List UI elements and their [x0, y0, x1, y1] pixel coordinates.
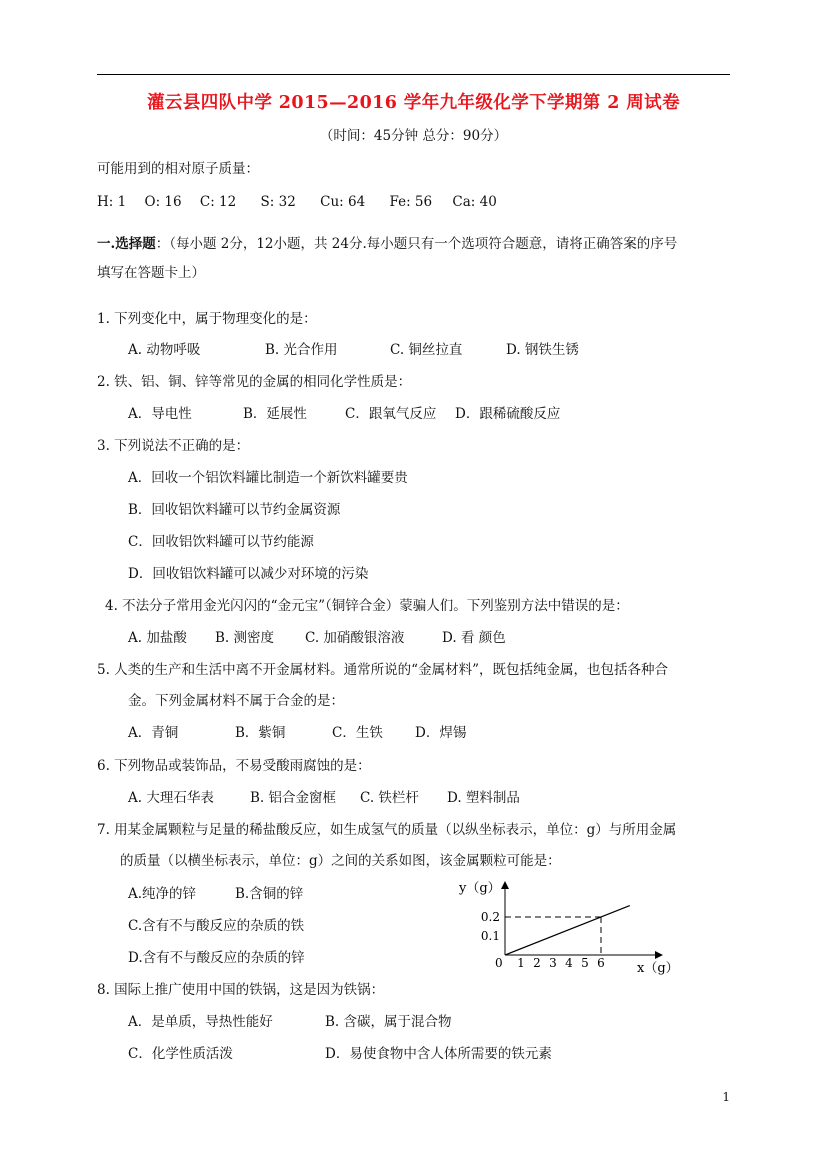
question-5-stem-line2: 金。下列金属材料不属于合金的是： — [128, 693, 344, 709]
graph-x-tick-6: 6 — [597, 956, 605, 970]
question-8-stem: 8. 国际上推广使用中国的铁锅，这是因为铁锅： — [97, 982, 385, 998]
question-1-option-a: A. 动物呼吸 — [128, 342, 201, 358]
question-8-option-c: C．化学性质活泼 — [128, 1046, 233, 1062]
question-2-option-a: A．导电性 — [128, 406, 192, 422]
question-4-option-c: C. 加硝酸银溶液 — [305, 630, 405, 646]
atomic-mass-cu: Cu: 64 — [320, 194, 366, 210]
atomic-mass-fe: Fe: 56 — [389, 194, 433, 210]
question-3-option-c: C．回收铝饮料罐可以节约能源 — [128, 534, 314, 550]
graph-x-arrow — [655, 951, 663, 959]
question-5-option-b: B．紫铜 — [235, 725, 286, 741]
graph-y-label: y（g） — [459, 881, 501, 896]
question-4-option-a: A. 加盐酸 — [128, 630, 187, 646]
question-7-option-d: D.含有不与酸反应的杂质的锌 — [128, 950, 305, 966]
question-7-stem-line1: 7. 用某金属颗粒与足量的稀盐酸反应，如生成氢气的质量（以纵坐标表示，单位：g）与所用金属 — [97, 822, 677, 838]
question-4-option-b: B. 测密度 — [215, 630, 275, 646]
graph-x-tick-2: 2 — [533, 956, 541, 970]
exam-subtitle: （时间：45分钟 总分：90分） — [319, 128, 508, 144]
question-1-option-b: B. 光合作用 — [265, 342, 338, 358]
question-2-stem: 2. 铁、铝、铜、锌等常见的金属的相同化学性质是： — [97, 374, 412, 390]
question-2-option-c: C．跟氧气反应 — [345, 406, 437, 422]
atomic-mass-c: C: 12 — [199, 194, 237, 210]
question-3-option-b: B．回收铝饮料罐可以节约金属资源 — [128, 502, 341, 518]
exam-title: 灌云县四队中学 2015—2016 学年九年级化学下学期第 2 周试卷 — [147, 93, 680, 113]
question-6-stem: 6. 下列物品或装饰品，不易受酸雨腐蚀的是： — [97, 758, 371, 774]
atomic-mass-o: O: 16 — [144, 194, 182, 210]
graph-y-arrow — [501, 881, 509, 889]
question-8-option-d: D．易使食物中含人体所需要的铁元素 — [325, 1046, 552, 1062]
atomic-mass-ca: Ca: 40 — [452, 194, 497, 210]
question-6-option-c: C. 铁栏杆 — [360, 790, 419, 806]
question-7-option-a: A.纯净的锌 — [128, 886, 197, 902]
question-7-stem-line2: 的质量（以横坐标表示，单位：g）之间的关系如图，该金属颗粒可能是： — [120, 853, 561, 869]
question-5-option-c: C．生铁 — [332, 725, 383, 741]
question-6-option-a: A. 大理石华表 — [128, 790, 214, 806]
question-8-option-b: B. 含碳，属于混合物 — [325, 1014, 452, 1030]
graph-x-tick-3: 3 — [549, 956, 557, 970]
question-6-option-b: B. 铝合金窗框 — [250, 790, 337, 806]
question-3-option-d: D．回收铝饮料罐可以减少对环境的污染 — [128, 566, 369, 582]
graph-origin-label: 0 — [495, 956, 503, 970]
question-1-option-d: D. 钢铁生锈 — [506, 342, 579, 358]
graph-x-tick-5: 5 — [581, 956, 589, 970]
header-rule — [97, 74, 730, 75]
section-instruction-text: ：（每小题 2分，12小题，共 24分.每小题只有一个选项符合题意，请将正确答案的序号 — [155, 236, 678, 252]
question-1-option-c: C. 铜丝拉直 — [390, 342, 463, 358]
graph-data-line — [505, 906, 630, 955]
question-2-option-d: D．跟稀硫酸反应 — [455, 406, 561, 422]
question-4-stem: 4. 不法分子常用金光闪闪的“金元宝”（铜锌合金）蒙骗人们。下列鉴别方法中错误的是： — [105, 598, 629, 614]
page-number: 1 — [722, 1090, 730, 1104]
question-1-stem: 1. 下列变化中，属于物理变化的是： — [97, 311, 317, 327]
question-2-option-b: B．延展性 — [243, 406, 307, 422]
section-instruction-line1 — [97, 235, 677, 253]
question-7-option-b: B.含铜的锌 — [235, 886, 304, 902]
question-4-option-d: D. 看 颜色 — [442, 630, 506, 646]
section-heading: 一.选择题 — [97, 236, 156, 252]
atomic-mass-label: 可能用到的相对原子质量： — [97, 161, 259, 177]
atomic-mass-s: S: 32 — [260, 194, 296, 210]
question-6-option-d: D. 塑料制品 — [447, 790, 520, 806]
graph-y-tick-0.1: 0.1 — [480, 929, 500, 943]
section-instruction-line2: 填写在答题卡上） — [97, 265, 205, 281]
graph-x-tick-1: 1 — [517, 956, 525, 970]
atomic-mass-h: H: 1 — [97, 194, 127, 210]
graph-x-tick-4: 4 — [565, 956, 573, 970]
question-8-option-a: A．是单质，导热性能好 — [128, 1014, 273, 1030]
question-5-option-d: D．焊锡 — [415, 725, 467, 741]
question-7-option-c: C.含有不与酸反应的杂质的铁 — [128, 918, 305, 934]
question-5-option-a: A．青铜 — [128, 725, 179, 741]
question-3-option-a: A．回收一个铝饮料罐比制造一个新饮料罐要贵 — [128, 470, 408, 486]
question-5-stem-line1: 5. 人类的生产和生活中离不开金属材料。通常所说的“金属材料”，既包括纯金属，也包括各种合 — [97, 662, 668, 678]
graph-x-label: x（g） — [637, 961, 679, 976]
question-7-graph — [455, 875, 685, 980]
atomic-mass-list — [97, 193, 497, 211]
graph-y-tick-0.2: 0.2 — [480, 910, 500, 924]
question-3-stem: 3. 下列说法不正确的是： — [97, 438, 250, 454]
